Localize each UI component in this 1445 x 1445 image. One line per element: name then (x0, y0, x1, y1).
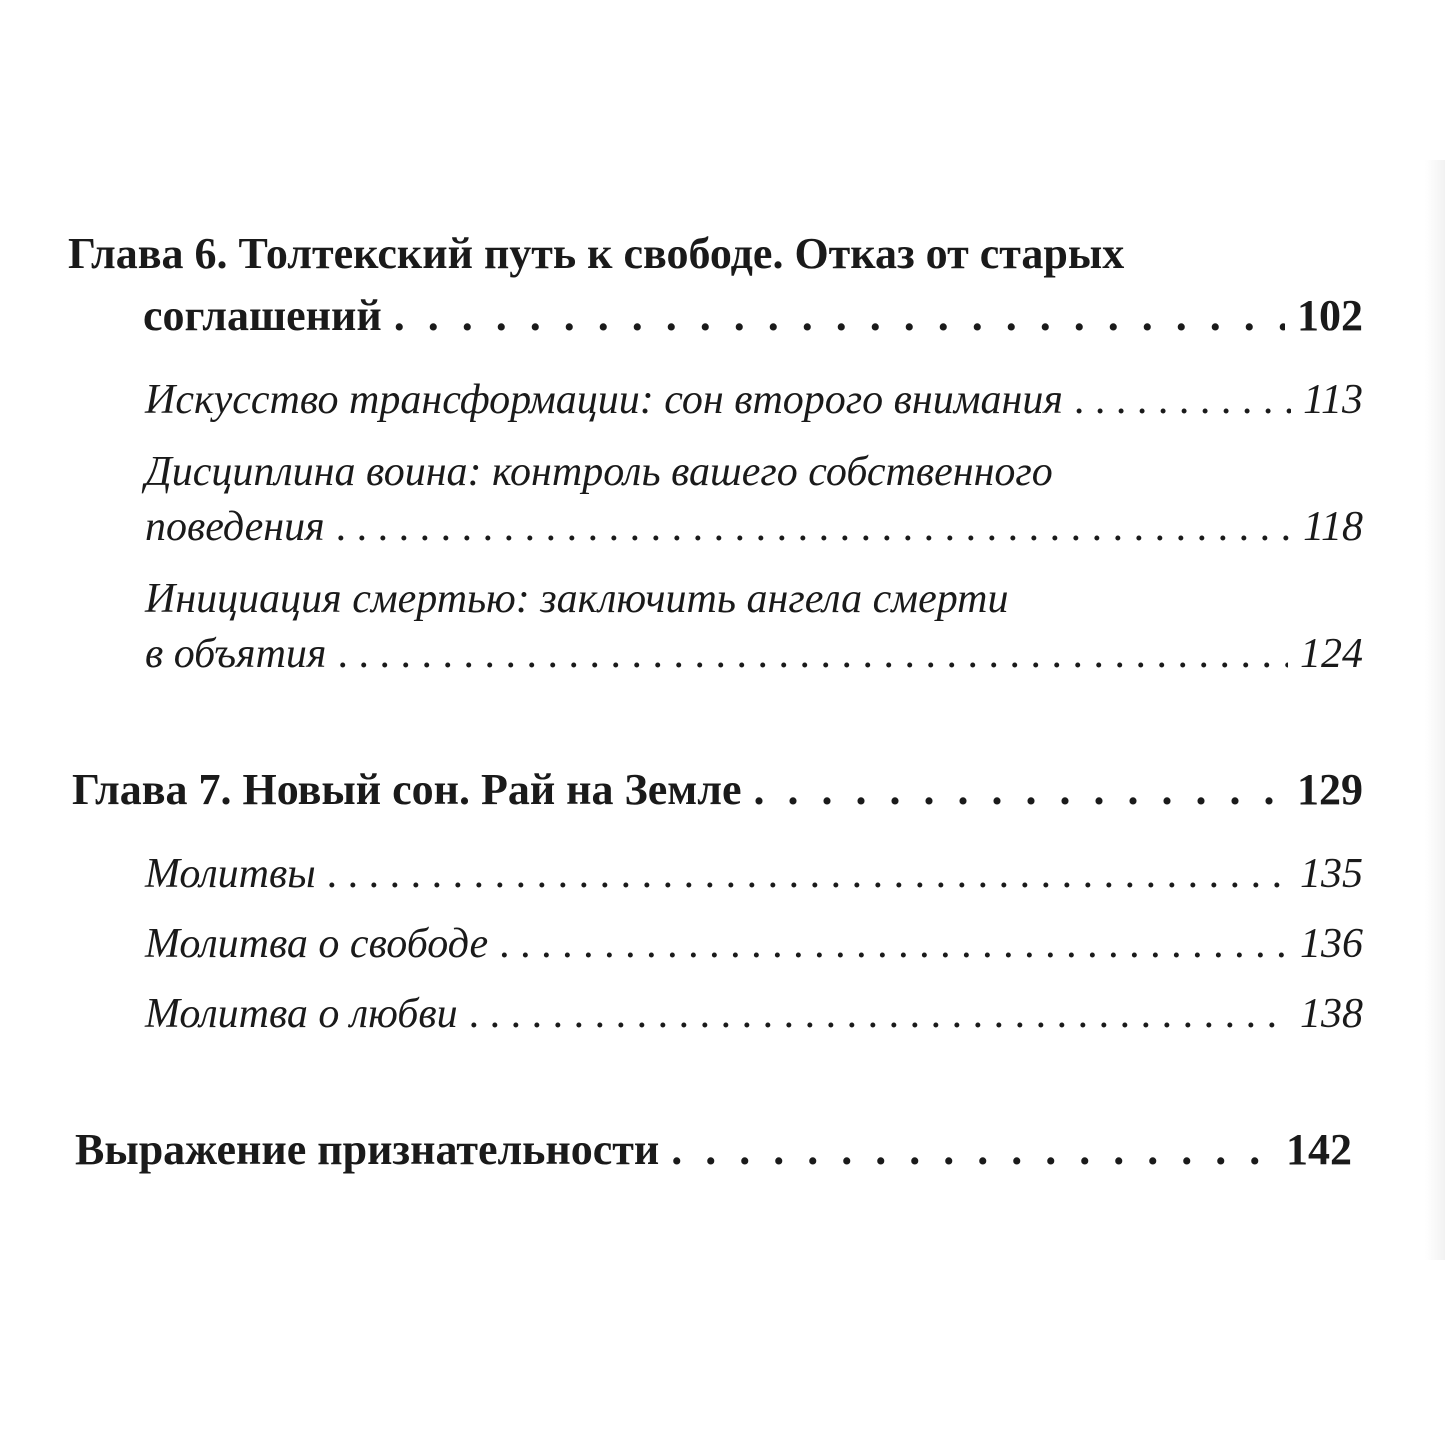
toc-section-initiation[interactable] (145, 630, 1363, 678)
chapter-title: Выражение признательности (75, 1125, 660, 1174)
dot-leader (394, 290, 1285, 341)
section-title: Дисциплина воина: контроль вашего собственного (145, 449, 1053, 495)
chapter-title: соглашений (143, 291, 382, 340)
page-number: 118 (1303, 504, 1363, 550)
section-title: Искусство трансформации: сон второго внимания (145, 377, 1063, 423)
toc-acknowledgements[interactable] (75, 1124, 1352, 1175)
dot-leader (338, 630, 1288, 678)
page-number: 129 (1297, 765, 1363, 814)
page-number: 142 (1286, 1125, 1352, 1174)
dot-leader (500, 920, 1288, 968)
section-title: Молитва о любви (145, 991, 458, 1037)
toc-section-prayers[interactable] (145, 850, 1363, 898)
page-number: 124 (1300, 631, 1363, 677)
page-edge-shadow (1425, 160, 1445, 1260)
toc-section-initiation-line1 (145, 575, 1009, 623)
section-title: Инициация смертью: заключить ангела смерти (145, 576, 1009, 622)
section-title: Молитва о свободе (145, 921, 489, 967)
toc-section-discipline[interactable] (145, 503, 1363, 551)
dot-leader (1075, 376, 1291, 424)
dot-leader (470, 990, 1288, 1038)
chapter-title: Глава 7. Новый сон. Рай на Земле (72, 765, 742, 814)
toc-chapter-6-line1 (68, 228, 1124, 279)
section-title: поведения (145, 504, 325, 550)
page-number: 113 (1303, 377, 1363, 423)
dot-leader (337, 503, 1292, 551)
dot-leader (328, 850, 1288, 898)
dot-leader (753, 764, 1285, 815)
toc-section-prayer-love[interactable] (145, 990, 1363, 1038)
page-number: 135 (1300, 851, 1363, 897)
page-number: 136 (1300, 921, 1363, 967)
dot-leader (671, 1124, 1274, 1175)
toc-section-prayer-freedom[interactable] (145, 920, 1363, 968)
chapter-title: Глава 6. Толтекский путь к свободе. Отказ от старых (68, 229, 1125, 278)
page-number: 138 (1300, 991, 1363, 1037)
section-title: Молитвы (145, 851, 316, 897)
toc-chapter-6[interactable] (143, 290, 1363, 341)
section-title: в объятия (145, 631, 327, 677)
toc-section-transformation[interactable] (145, 376, 1363, 424)
toc-chapter-7[interactable] (72, 764, 1363, 815)
page-number: 102 (1297, 291, 1363, 340)
toc-section-discipline-line1 (145, 448, 1053, 496)
